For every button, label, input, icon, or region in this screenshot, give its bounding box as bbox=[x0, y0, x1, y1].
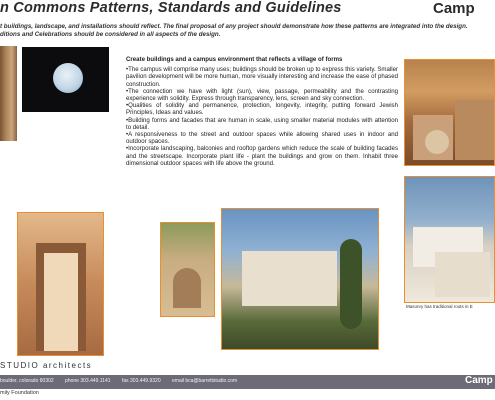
photo-caption: Masonry has traditional roots in E bbox=[406, 304, 473, 309]
round-window bbox=[53, 63, 83, 93]
round-window-photo bbox=[22, 47, 109, 112]
white-masonry-photo bbox=[404, 176, 495, 303]
studio-name: STUDIO architects bbox=[0, 361, 93, 370]
email-text: email bca@barrettstudio.com bbox=[172, 378, 238, 384]
bullet-item: •Qualities of solidity and permanence, protection, longevity, integrity, putting forward Jewish Principles, Ideas and values. bbox=[126, 102, 398, 117]
bullet-item: •Building forms and facades that are human in scale, using smaller material modules with attention to detail. bbox=[126, 116, 398, 131]
doorway-photo bbox=[17, 212, 104, 356]
section-heading: Create buildings and a campus environment that reflects a village of forms bbox=[126, 56, 343, 63]
hillside-village-photo bbox=[221, 208, 379, 350]
rooftop-garden-photo bbox=[160, 222, 215, 317]
campus-aerial-photo bbox=[404, 59, 495, 166]
bullet-item: •The connection we have with light (sun), view, passage, permeability and the contrasting experience with solidity. Express through transparency, lens, screen and sky connection. bbox=[126, 87, 398, 103]
fax-text: fax 303.449.9320 bbox=[121, 378, 161, 384]
building-facade-photo bbox=[0, 46, 17, 141]
page-title: n Commons Patterns, Standards and Guidelines bbox=[0, 0, 342, 16]
bullet-item: •The campus will comprise many uses; buildings should be broken up to express this variety. Smaller pavilion development will be more human, more visually interesting and increase the ease of phased construction. bbox=[126, 66, 398, 88]
address-text: boulder, colorado 80302 bbox=[0, 378, 54, 384]
foundation-name: mily Foundation bbox=[0, 390, 39, 396]
footer-bar bbox=[0, 375, 495, 389]
intro-line: t buildings, landscape, and installations should reflect. The final proposal of any project should demonstrate how these patterns are integrated into the design. bbox=[0, 23, 468, 30]
bullet-item: •Incorporate landscaping, balconies and rooftop gardens which reduce the scale of building facades and the streetscape. Incorporate plant life - plant the buildings and grow on them. Inhabit three dimensional outdoor spaces with life above the ground. bbox=[126, 145, 398, 167]
phone-text: phone 303.449.1141 bbox=[65, 378, 111, 384]
bullet-item: •A responsiveness to the street and outdoor spaces while allowing shared uses in indoor and outdoor spaces. bbox=[126, 131, 398, 146]
intro-text bbox=[0, 23, 495, 39]
intro-line: ditions and Celebrations should be considered in all aspects of the design. bbox=[0, 31, 221, 38]
brand-title: Camp bbox=[433, 0, 475, 17]
footer-brand: Camp bbox=[465, 375, 493, 386]
contact-info bbox=[0, 378, 247, 384]
guidelines-text bbox=[126, 56, 398, 167]
